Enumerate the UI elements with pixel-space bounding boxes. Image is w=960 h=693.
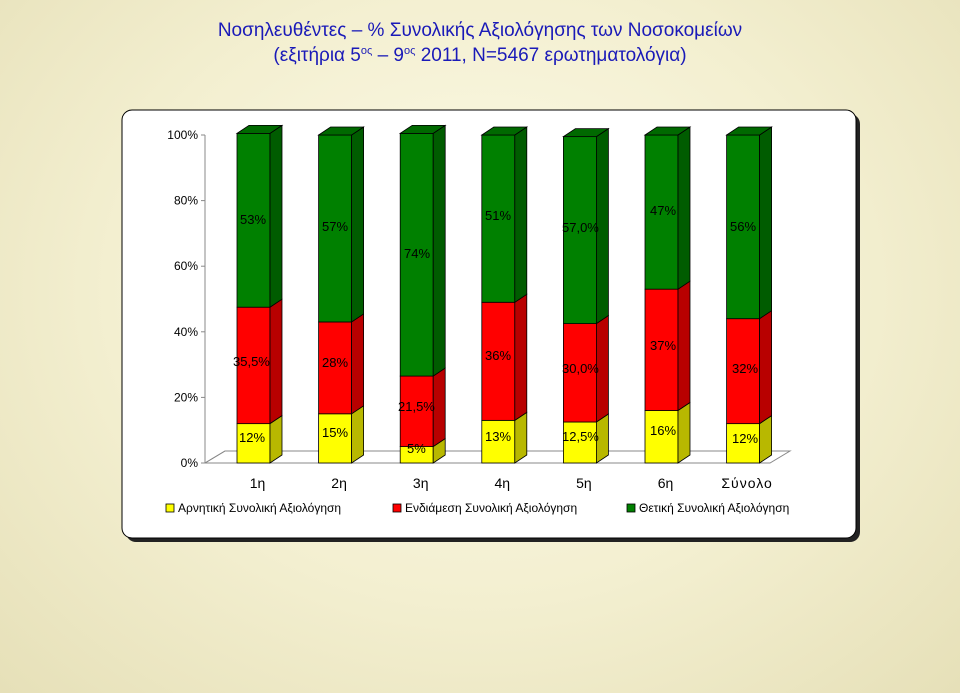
data-label: 12% [239, 430, 266, 445]
data-label: 16% [650, 423, 677, 438]
data-label: 74% [404, 246, 431, 261]
bar-segment-side [678, 281, 690, 410]
legend-label: Ενδιάμεση Συνολική Αξιολόγηση [405, 501, 578, 515]
x-category-label: 4η [494, 475, 511, 491]
data-label: 30,0% [562, 361, 599, 376]
bar-segment-side [352, 406, 364, 463]
y-tick-label: 80% [173, 193, 198, 208]
data-label: 57,0% [562, 220, 599, 235]
bar-segment-side [433, 125, 445, 376]
data-label: 35,5% [233, 354, 270, 369]
bar-segment-side [760, 127, 772, 319]
data-label: 57% [322, 219, 349, 234]
y-tick-label: 0% [180, 456, 198, 470]
data-label: 13% [485, 429, 512, 444]
legend-swatch [627, 504, 635, 512]
legend-swatch [393, 504, 401, 512]
data-label: 47% [650, 203, 677, 218]
chart-title: Νοσηλευθέντες – % Συνολικής Αξιολόγησης των Νοσοκομείων [217, 20, 743, 41]
bar-segment-side [352, 127, 364, 322]
y-tick-label: 20% [173, 390, 198, 405]
bar-segment-side [678, 127, 690, 289]
x-category-label: Σύνολο [721, 475, 773, 491]
x-category-label: 6η [657, 475, 674, 491]
data-label: 37% [650, 338, 677, 353]
bar-segment-side [515, 412, 527, 463]
data-label: 5% [407, 441, 426, 456]
legend-swatch [166, 504, 174, 512]
data-label: 56% [730, 219, 757, 234]
x-category-label: 3η [412, 475, 429, 491]
legend-label: Θετική Συνολική Αξιολόγηση [639, 501, 790, 515]
data-label: 21,5% [398, 399, 435, 414]
chart-subtitle: (εξιτήρια $5^{o\varsigma} - 9^{o\varsigma}$ 2011, N=5467 ερωτηματολόγια) [273, 45, 687, 66]
y-tick-label: 40% [173, 324, 198, 339]
data-label: 28% [322, 355, 349, 370]
data-label: 53% [240, 212, 267, 227]
data-label: 32% [732, 361, 759, 376]
bar-segment-side [515, 294, 527, 420]
bar-segment-side [270, 299, 282, 423]
x-category-label: 1η [249, 475, 266, 491]
data-label: 36% [485, 348, 512, 363]
y-tick-label: 60% [173, 259, 198, 274]
legend-label: Αρνητική Συνολική Αξιολόγηση [178, 501, 342, 515]
bar-segment-side [760, 311, 772, 424]
bar-segment-side [270, 125, 282, 307]
x-category-label: 2η [331, 475, 347, 491]
data-label: 51% [485, 208, 512, 223]
y-tick-label: 100% [167, 128, 198, 142]
bar-segment-side [678, 403, 690, 463]
x-category-label: 5η [576, 475, 592, 491]
data-label: 12,5% [562, 429, 599, 444]
bar-segment-side [433, 368, 445, 447]
data-label: 15% [322, 425, 349, 440]
bar-segment-side [352, 314, 364, 414]
data-label: 12% [732, 431, 759, 446]
bar-segment-side [515, 127, 527, 302]
